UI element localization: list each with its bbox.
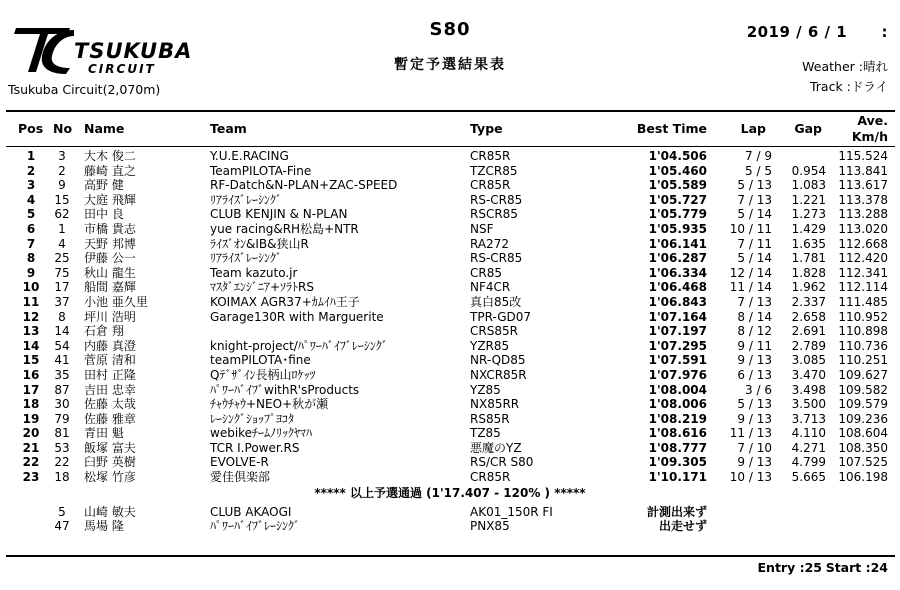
cell-gap: 2.691 — [791, 324, 826, 339]
cell-type: RA272 — [470, 236, 509, 251]
cell-team: yue racing&RH松島+NTR — [210, 221, 359, 236]
cell-average-speed: 108.604 — [838, 426, 888, 441]
cell-average-speed: 112.668 — [838, 236, 888, 251]
cell-best-time: 1'05.589 — [648, 178, 707, 193]
cell-type: TZ85 — [470, 426, 501, 441]
cell-gap: 3.500 — [791, 397, 826, 412]
col-kmh: Km/h — [851, 129, 888, 144]
table-row — [0, 368, 900, 383]
cell-rider-name: 菅原 清和 — [84, 353, 136, 368]
cell-no: 30 — [54, 397, 70, 412]
cell-pos: 14 — [22, 338, 40, 353]
col-no: No — [53, 121, 73, 136]
cell-type: 悪魔のYZ — [470, 440, 522, 455]
cell-gap: 1.083 — [791, 178, 826, 193]
cell-average-speed: 112.341 — [838, 265, 888, 280]
cell-team: ﾏｽﾀﾞｴﾝｼﾞﾆｱ+ｿﾗﾄRS — [210, 280, 315, 295]
cell-best-time: 1'07.591 — [648, 353, 707, 368]
class-title: S80 — [429, 19, 471, 40]
cell-type: YZR85 — [470, 338, 510, 353]
cell-team: webikeﾁｰﾑﾉﾘｯｸﾔﾏﾊ — [210, 426, 313, 441]
cell-lap: 5 / 13 — [737, 397, 772, 412]
cell-best-time: 1'07.197 — [648, 324, 707, 339]
cell-pos: 19 — [22, 411, 40, 426]
cell-type: CR85R — [470, 178, 511, 193]
cell-gap: 3.713 — [791, 411, 826, 426]
cell-pos: 12 — [22, 309, 40, 324]
cell-pos: 2 — [26, 163, 36, 178]
cell-type: PNX85 — [470, 519, 510, 534]
cell-no: 4 — [58, 236, 66, 251]
cell-average-speed: 109.236 — [838, 411, 888, 426]
table-header — [0, 110, 900, 146]
cell-lap: 7 / 13 — [737, 192, 772, 207]
cell-lap: 9 / 13 — [737, 353, 772, 368]
cell-gap: 1.781 — [791, 251, 826, 266]
cell-pos: 21 — [22, 440, 40, 455]
cell-best-time: 1'06.141 — [648, 236, 707, 251]
cell-type: RS-CR85 — [470, 251, 523, 266]
cell-pos: 13 — [22, 324, 40, 339]
table-row — [0, 222, 900, 237]
cell-type: CRS85R — [470, 324, 518, 339]
cell-no: 9 — [58, 178, 66, 193]
cell-lap: 12 / 14 — [729, 265, 772, 280]
cell-pos: 20 — [22, 426, 40, 441]
cell-gap: 1.221 — [791, 192, 826, 207]
table-row — [0, 426, 900, 441]
cell-lap: 9 / 13 — [737, 411, 772, 426]
event-date: 2019 / 6 / 1 : — [746, 23, 888, 41]
cell-average-speed: 113.288 — [838, 207, 888, 222]
cell-no: 79 — [54, 411, 70, 426]
cell-rider-name: 田中 良 — [84, 207, 124, 222]
cell-pos: 15 — [22, 353, 40, 368]
cell-team: Y.U.E.RACING — [210, 149, 289, 163]
cell-best-time: 1'07.164 — [648, 309, 707, 324]
cell-gap: 1.273 — [791, 207, 826, 222]
cell-pos: 8 — [26, 251, 36, 266]
cell-rider-name: 馬場 隆 — [84, 519, 124, 534]
cell-lap: 7 / 10 — [737, 440, 772, 455]
cell-average-speed: 110.952 — [838, 309, 888, 324]
cell-gap: 4.799 — [791, 455, 826, 470]
cell-team: TCR I.Power.RS — [210, 440, 300, 455]
cell-best-time: 1'08.004 — [648, 382, 707, 397]
col-team: Team — [210, 121, 247, 136]
cell-team: TeamPILOTA-Fine — [210, 163, 312, 178]
cell-lap: 8 / 14 — [737, 309, 772, 324]
cell-lap: 11 / 14 — [729, 280, 772, 295]
footer-rule — [6, 555, 895, 557]
cell-pos: 3 — [26, 178, 36, 193]
cell-rider-name: 大庭 飛輝 — [84, 192, 136, 207]
col-type: Type — [470, 121, 503, 136]
cell-type: NXCR85R — [470, 367, 527, 382]
cell-team: Team kazuto.jr — [210, 265, 298, 280]
cell-rider-name: 市橋 貴志 — [84, 221, 136, 236]
cell-average-speed: 111.485 — [838, 294, 888, 309]
cell-no: 3 — [58, 149, 66, 163]
cell-lap: 10 / 13 — [729, 470, 772, 485]
cell-rider-name: 内藤 真澄 — [84, 338, 136, 353]
entry-count: Entry :25 — [757, 560, 822, 575]
cell-team: 愛佳倶楽部 — [210, 470, 271, 485]
cell-average-speed: 113.841 — [838, 163, 888, 178]
cell-rider-name: 松塚 竹彦 — [84, 470, 136, 485]
cell-best-time: 1'05.727 — [648, 192, 707, 207]
col-pos: Pos — [18, 121, 44, 136]
document-title: 暫定予選結果表 — [394, 57, 506, 73]
cell-lap: 9 / 13 — [737, 455, 772, 470]
cell-team: ﾊﾟﾜｰﾊﾞｲﾌﾞﾚｰｼﾝｸﾞ — [210, 519, 301, 534]
table-row — [0, 441, 900, 456]
cell-no: 25 — [54, 251, 70, 266]
table-row — [0, 164, 900, 179]
cell-gap: 2.337 — [791, 294, 826, 309]
cell-lap: 9 / 11 — [737, 338, 772, 353]
cell-type: NX85RR — [470, 397, 520, 412]
cell-pos: 22 — [22, 455, 40, 470]
cell-best-time: 1'06.843 — [648, 294, 707, 309]
cell-no: 87 — [54, 382, 70, 397]
cell-type: YZ85 — [470, 382, 501, 397]
cell-rider-name: 大木 俊二 — [84, 149, 136, 163]
cell-team: ﾘｱﾗｲｽﾞﾚｰｼﾝｸﾞ — [210, 251, 283, 266]
cell-team: EVOLVE-R — [210, 455, 269, 470]
cell-type: RS-CR85 — [470, 192, 523, 207]
cell-type: RSCR85 — [470, 207, 518, 222]
cell-best-time: 1'05.779 — [648, 207, 707, 222]
cell-best-time: 1'05.935 — [648, 221, 707, 236]
cell-team: ﾗｲｽﾞｵﾝ&IB&狭山R — [210, 236, 309, 251]
cell-best-time: 1'06.334 — [648, 265, 707, 280]
cell-average-speed: 110.898 — [838, 324, 888, 339]
cell-best-time: 1'06.468 — [648, 280, 707, 295]
cell-lap: 5 / 14 — [737, 251, 772, 266]
cell-no: 5 — [58, 504, 66, 519]
cell-lap: 3 / 6 — [745, 382, 772, 397]
start-count: Start :24 — [825, 560, 888, 575]
cell-lap: 5 / 5 — [745, 163, 772, 178]
cell-average-speed: 106.198 — [838, 470, 888, 485]
table-row — [0, 207, 900, 222]
cell-rider-name: 山崎 敏夫 — [84, 504, 136, 519]
cell-rider-name: 佐藤 太哉 — [84, 397, 136, 412]
col-ave: Ave. — [857, 113, 888, 128]
cell-rider-name: 石倉 翔 — [84, 324, 124, 339]
cell-no: 54 — [54, 338, 70, 353]
cell-gap: 2.658 — [791, 309, 826, 324]
cell-average-speed: 108.350 — [838, 440, 888, 455]
cell-best-time: 1'10.171 — [648, 470, 707, 485]
col-gap: Gap — [794, 121, 822, 136]
cell-average-speed: 112.114 — [838, 280, 888, 295]
cell-average-speed: 115.524 — [838, 149, 888, 163]
cell-best-time: 1'04.506 — [648, 149, 707, 163]
cell-no: 1 — [58, 221, 66, 236]
cell-pos: 23 — [22, 470, 40, 485]
cell-rider-name: 吉田 忠幸 — [84, 382, 136, 397]
cell-pos: 6 — [26, 221, 36, 236]
cell-no: 62 — [54, 207, 70, 222]
cell-type: 真白85改 — [470, 294, 522, 309]
cell-team: knight-project/ﾊﾟﾜｰﾊﾞｲﾌﾞﾚｰｼﾝｸﾞ — [210, 338, 388, 353]
cell-best-time: 1'07.976 — [648, 367, 707, 382]
cell-best-time: 1'08.219 — [648, 411, 707, 426]
cell-rider-name: 臼野 英樹 — [84, 455, 136, 470]
track-status: Track :ドライ — [809, 79, 888, 94]
cell-best-time: 1'05.460 — [648, 163, 707, 178]
col-best-time: Best Time — [636, 121, 707, 136]
cell-team: ﾘｱﾗｲｽﾞﾚｰｼﾝｸﾞ — [210, 192, 283, 207]
cell-rider-name: 藤崎 直之 — [84, 163, 136, 178]
cell-no: 35 — [54, 367, 70, 382]
cell-average-speed: 113.020 — [838, 221, 888, 236]
logo-subtext: CIRCUIT — [88, 62, 156, 76]
cell-average-speed: 113.617 — [838, 178, 888, 193]
table-row — [0, 280, 900, 295]
cell-gap: 3.498 — [791, 382, 826, 397]
results-table — [0, 149, 900, 534]
table-row — [0, 310, 900, 325]
cell-pos: 9 — [26, 265, 36, 280]
cell-no: 14 — [54, 324, 70, 339]
cell-gap: 3.470 — [791, 367, 826, 382]
cell-best-time: 1'07.295 — [648, 338, 707, 353]
cell-pos: 4 — [26, 192, 36, 207]
cell-pos: 5 — [26, 207, 36, 222]
cell-average-speed: 109.582 — [838, 382, 888, 397]
cell-no: 47 — [54, 519, 70, 534]
cell-no: 53 — [54, 440, 70, 455]
non-qualified-row — [0, 519, 900, 534]
cell-best-time: 計測出来ず — [646, 504, 707, 519]
cell-best-time: 1'09.305 — [648, 455, 707, 470]
cell-gap: 3.085 — [791, 353, 826, 368]
cell-no: 41 — [54, 353, 70, 368]
cell-team: ﾊﾟﾜｰﾊﾞｲﾌﾞwithR'sProducts — [210, 382, 360, 397]
cell-rider-name: 船間 嘉輝 — [84, 280, 136, 295]
table-row — [0, 266, 900, 281]
cell-lap: 11 / 13 — [729, 426, 772, 441]
table-row — [0, 470, 900, 485]
cell-type: CR85R — [470, 470, 511, 485]
cell-rider-name: 田村 正隆 — [84, 367, 136, 382]
cell-lap: 8 / 12 — [737, 324, 772, 339]
cell-no: 18 — [54, 470, 70, 485]
cell-average-speed: 112.420 — [838, 251, 888, 266]
cell-team: KOIMAX AGR37+ｶﾑｲﾊ王子 — [210, 294, 360, 309]
cell-type: NSF — [470, 221, 494, 236]
cell-no: 22 — [54, 455, 70, 470]
table-row — [0, 295, 900, 310]
cell-team: ﾁｬｳﾁｬｳ+NEO+秋が瀬 — [210, 397, 329, 412]
cell-type: TZCR85 — [470, 163, 518, 178]
cell-average-speed: 113.378 — [838, 192, 888, 207]
cell-type: AK01_150R FI — [470, 504, 553, 519]
cell-rider-name: 飯塚 富夫 — [84, 440, 136, 455]
cell-best-time: 1'08.616 — [648, 426, 707, 441]
cell-gap: 1.635 — [791, 236, 826, 251]
cell-team: Qﾃﾞｻﾞｲﾝ長柄山ﾛｹｯﾂ — [210, 367, 316, 382]
cell-pos: 1 — [26, 149, 36, 163]
cell-rider-name: 天野 邦博 — [84, 236, 136, 251]
col-lap: Lap — [740, 121, 766, 136]
table-row — [0, 397, 900, 412]
table-row — [0, 149, 900, 164]
cell-gap: 1.962 — [791, 280, 826, 295]
non-qualified-row — [0, 505, 900, 520]
cell-pos: 11 — [22, 294, 40, 309]
cell-team: RF-Datch&N-PLAN+ZAC-SPEED — [210, 178, 398, 193]
cell-average-speed: 107.525 — [838, 455, 888, 470]
cell-type: TPR-GD07 — [470, 309, 531, 324]
circuit-name: Tsukuba Circuit(2,070m) — [8, 82, 161, 97]
cell-pos: 7 — [26, 236, 36, 251]
table-row — [0, 193, 900, 208]
cell-lap: 5 / 14 — [737, 207, 772, 222]
table-row — [0, 353, 900, 368]
table-row — [0, 237, 900, 252]
cell-no: 37 — [54, 294, 70, 309]
cell-gap: 5.665 — [791, 470, 826, 485]
cell-type: RS85R — [470, 411, 510, 426]
cell-type: NF4CR — [470, 280, 511, 295]
cell-gap: 4.110 — [791, 426, 826, 441]
cell-gap: 2.789 — [791, 338, 826, 353]
cell-team: CLUB KENJIN & N-PLAN — [210, 207, 348, 222]
table-row — [0, 339, 900, 354]
cell-rider-name: 佐藤 雅章 — [84, 411, 136, 426]
cell-rider-name: 青田 魁 — [84, 426, 124, 441]
cell-lap: 7 / 11 — [737, 236, 772, 251]
cell-team: CLUB AKAOGI — [210, 504, 292, 519]
cell-rider-name: 秋山 龍生 — [84, 265, 136, 280]
table-row — [0, 383, 900, 398]
table-row — [0, 455, 900, 470]
cell-average-speed: 110.251 — [838, 353, 888, 368]
cell-type: RS/CR S80 — [470, 455, 534, 470]
cell-no: 8 — [58, 309, 66, 324]
cell-lap: 6 / 13 — [737, 367, 772, 382]
cell-team: teamPILOTA･fine — [210, 353, 311, 368]
cell-gap: 1.429 — [791, 221, 826, 236]
cell-lap: 7 / 13 — [737, 294, 772, 309]
cell-best-time: 1'08.006 — [648, 397, 707, 412]
cell-no: 75 — [54, 265, 70, 280]
cell-pos: 18 — [22, 397, 40, 412]
col-name: Name — [84, 121, 125, 136]
cell-best-time: 出走せず — [658, 519, 707, 534]
cell-type: CR85 — [470, 265, 502, 280]
cell-average-speed: 110.736 — [838, 338, 888, 353]
table-row — [0, 412, 900, 427]
cell-gap: 4.271 — [791, 440, 826, 455]
cell-rider-name: 坪川 浩明 — [84, 309, 136, 324]
table-row — [0, 324, 900, 339]
cell-pos: 10 — [22, 280, 40, 295]
cell-pos: 17 — [22, 382, 40, 397]
cell-average-speed: 109.627 — [838, 367, 888, 382]
cell-type: CR85R — [470, 149, 511, 163]
cell-pos: 16 — [22, 367, 40, 382]
cell-rider-name: 高野 健 — [84, 178, 124, 193]
cell-team: Garage130R with Marguerite — [210, 309, 384, 324]
weather-status: Weather :晴れ — [802, 59, 888, 74]
cell-rider-name: 伊藤 公一 — [84, 251, 136, 266]
cell-rider-name: 小池 亜久里 — [84, 294, 148, 309]
cell-lap: 10 / 11 — [729, 221, 772, 236]
cell-type: NR-QD85 — [470, 353, 526, 368]
table-row — [0, 251, 900, 266]
table-row — [0, 178, 900, 193]
cell-no: 2 — [58, 163, 66, 178]
cell-gap: 0.954 — [791, 163, 826, 178]
cell-best-time: 1'08.777 — [648, 440, 707, 455]
cell-no: 17 — [54, 280, 70, 295]
cell-lap: 7 / 9 — [745, 149, 772, 163]
cell-team: ﾚｰｼﾝｸﾞｼｮｯﾌﾟﾖｺﾀ — [210, 411, 295, 426]
cell-gap: 1.828 — [791, 265, 826, 280]
cell-best-time: 1'06.287 — [648, 251, 707, 266]
cell-no: 81 — [54, 426, 70, 441]
logo-text: TSUKUBA — [74, 39, 193, 63]
cell-lap: 5 / 13 — [737, 178, 772, 193]
cell-average-speed: 109.579 — [838, 397, 888, 412]
qualifying-cutoff-note: ***** 以上予選通過 (1'17.407 - 120% ) ***** — [314, 485, 586, 500]
cell-no: 15 — [54, 192, 70, 207]
header-bottom-rule — [6, 146, 895, 147]
